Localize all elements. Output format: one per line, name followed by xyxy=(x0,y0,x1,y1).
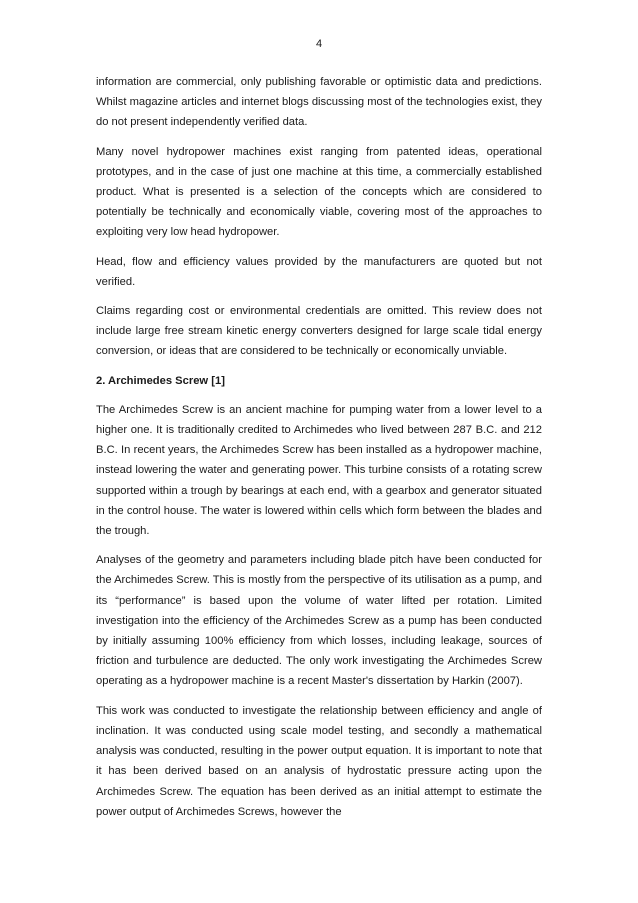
paragraph-manufacturer-values: Head, flow and efficiency values provided by the manufacturers are quoted but not verified. xyxy=(96,255,542,288)
paragraph-archimedes-work: This work was conducted to investigate the relationship between efficiency and angle of inclination. It was conducted using scale model testing, and secondly a mathematical analysis was conducted, resulting in the power output equation. It is important to note that it has been derived based on an analysis of hydrostatic pressure acting upon the Archimedes Screw. The equation has been derived as an initial attempt to estimate the power output of Archimedes Screws, however the xyxy=(96,704,542,818)
paragraph-archimedes-analyses: Analyses of the geometry and parameters including blade pitch have been conducted for the Archimedes Screw. This is mostly from the perspective of its utilisation as a pump, and its “performance” is based upon the volume of water lifted per rotation. Limited investigation into the efficiency of the Archimedes Screw as a pump has been conducted by initially assuming 100% efficiency from which losses, including leakage, sources of friction and turbulence are deducted. The only work investigating the Archimedes Screw operating as a hydropower machine is a recent Master's dissertation by Harkin (2007). xyxy=(96,554,542,688)
paragraph-novel-machines: Many novel hydropower machines exist ranging from patented ideas, operational prototypes, and in the case of just one machine at this time, a commercially established product. What is presented is a selection of the concepts which are considered to potentially be technically and economically viable, covering most of the approaches to exploiting very low head hydropower. xyxy=(96,145,542,239)
document-body xyxy=(96,72,542,831)
paragraph-omitted-claims: Claims regarding cost or environmental credentials are omitted. This review does not include large free stream kinetic energy converters designed for large scale tidal energy conversion, or ideas that are considered to be technically or economically unviable. xyxy=(96,305,542,358)
paragraph-intro-continuation: information are commercial, only publishing favorable or optimistic data and predictions. Whilst magazine articles and internet blogs discussing most of the technologies exist, they do not present independently verified data. xyxy=(96,76,542,129)
paragraph-archimedes-intro: The Archimedes Screw is an ancient machine for pumping water from a lower level to a higher one. It is traditionally credited to Archimedes who lived between 287 B.C. and 212 B.C. In recent years, the Archimedes Screw has been installed as a hydropower machine, instead lowering the water and generating power. This turbine consists of a rotating screw supported within a trough by bearings at each end, with a gearbox and generator situated in the control house. The water is lowered within cells which form between the blades and the trough. xyxy=(96,403,542,538)
page-number: 4 xyxy=(315,38,323,50)
section-heading: 2. Archimedes Screw [1] xyxy=(96,374,225,387)
